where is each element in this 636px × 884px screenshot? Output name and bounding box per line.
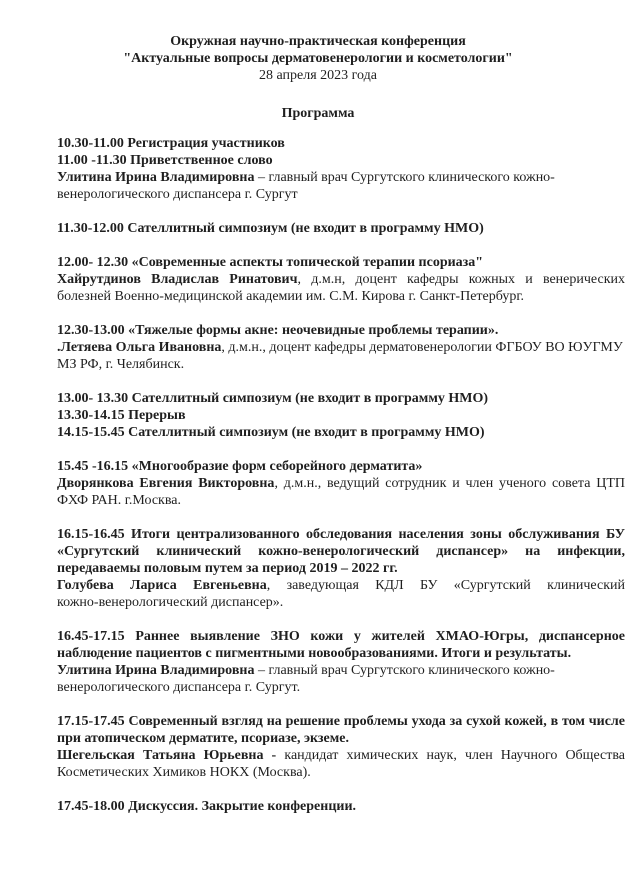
speaker-name: Голубева Лариса Евгеньевна <box>57 578 267 593</box>
session-satellite-2: 13.00- 13.30 Сателлитный симпозиум (не входит в программу НМО) <box>57 391 489 406</box>
speaker-role: , д.м.н., доцент кафедры дерматовенерологии ФГБОУ ВО ЮУГМУ МЗ РФ, г. Челябинск. <box>57 340 623 372</box>
speaker-name: Шегельская Татьяна Юрьевна - <box>57 748 277 763</box>
session-satellite-1: 11.30-12.00 Сателлитный симпозиум (не входит в программу НМО) <box>57 221 484 236</box>
speaker-role: – главный врач Сургутского клинического кожно-венерологического диспансера г. Сургут. <box>57 663 555 695</box>
session-psoriasis: 12.00- 12.30 «Современные аспекты топической терапии псориаза" <box>57 255 484 270</box>
session-greeting: 11.00 -11.30 Приветственное слово <box>57 153 273 168</box>
speaker-role: , д.м.н, доцент кафедры кожных и венерических болезней Военно-медицинской академии им. С.М. Кирова г. Санкт-Петербург. <box>57 272 625 304</box>
conference-title-line-2: "Актуальные вопросы дерматовенерологии и косметологии" <box>123 51 513 66</box>
session-seborrheic: 15.45 -16.15 «Многообразие форм себорейного дерматита» <box>57 459 423 474</box>
conference-title-line-1: Окружная научно-практическая конференция <box>170 34 466 49</box>
session-sti-survey: 16.15-16.45 Итоги централизованного обследования населения зоны обслуживания БУ «Сургутский клинический кожно-венерологический диспансер» на инфекции, передаваемы половым путем за период 2019 – 2022 гг. <box>57 527 625 576</box>
speaker-name: Улитина Ирина Владимировна <box>57 663 255 678</box>
speaker-name: Хайрутдинов Владислав Ринатович <box>57 272 298 287</box>
program-heading: Программа <box>281 106 355 121</box>
session-closing: 17.45-18.00 Дискуссия. Закрытие конференции. <box>57 799 357 814</box>
speaker-line-shegelskaya <box>57 747 625 781</box>
speaker-role: , д.м.н., ведущий сотрудник и член ученого совета ЦТП ФХФ РАН. г.Москва. <box>57 476 625 508</box>
session-dry-skin: 17.15-17.45 Современный взгляд на решение проблемы ухода за сухой кожей, в том числе при атопическом дерматите, псориазе, экземе. <box>57 714 625 746</box>
speaker-name: Дворянкова Евгения Викторовна <box>57 476 275 491</box>
session-registration: 10.30-11.00 Регистрация участников <box>57 136 285 151</box>
speaker-role: – главный врач Сургутского клинического кожно-венерологического диспансера г. Сургут <box>57 170 555 202</box>
speaker-line-dvoryankova <box>57 475 625 509</box>
speaker-name: Улитина Ирина Владимировна <box>57 170 255 185</box>
speaker-role: кандидат химических наук, член Научного Общества Косметических Химиков НОКХ (Москва). <box>57 748 625 780</box>
speaker-line-golubeva <box>57 577 625 611</box>
conference-date: 28 апреля 2023 года <box>259 68 377 83</box>
speaker-line-khayrutdinov <box>57 271 625 305</box>
document-header <box>57 33 579 122</box>
speaker-line-letyaeva <box>57 339 625 373</box>
session-skin-cancer: 16.45-17.15 Раннее выявление ЗНО кожи у жителей ХМАО-Югры, диспансерное наблюдение пациентов с пигментными новообразованиями. Итоги и результаты. <box>57 629 625 661</box>
speaker-line-ulitina-1 <box>57 169 625 203</box>
session-acne: 12.30-13.00 «Тяжелые формы акне: неочевидные проблемы терапии». <box>57 323 499 338</box>
speaker-name: .Летяева Ольга Ивановна <box>57 340 222 355</box>
speaker-line-ulitina-2 <box>57 662 625 696</box>
speaker-role: , заведующая КДЛ БУ «Сургутский клинический кожно-⁠венерологический диспансер». <box>57 578 625 610</box>
session-break: 13.30-14.15 Перерыв <box>57 408 186 423</box>
session-satellite-3: 14.15-15.45 Сателлитный симпозиум (не входит в программу НМО) <box>57 425 485 440</box>
